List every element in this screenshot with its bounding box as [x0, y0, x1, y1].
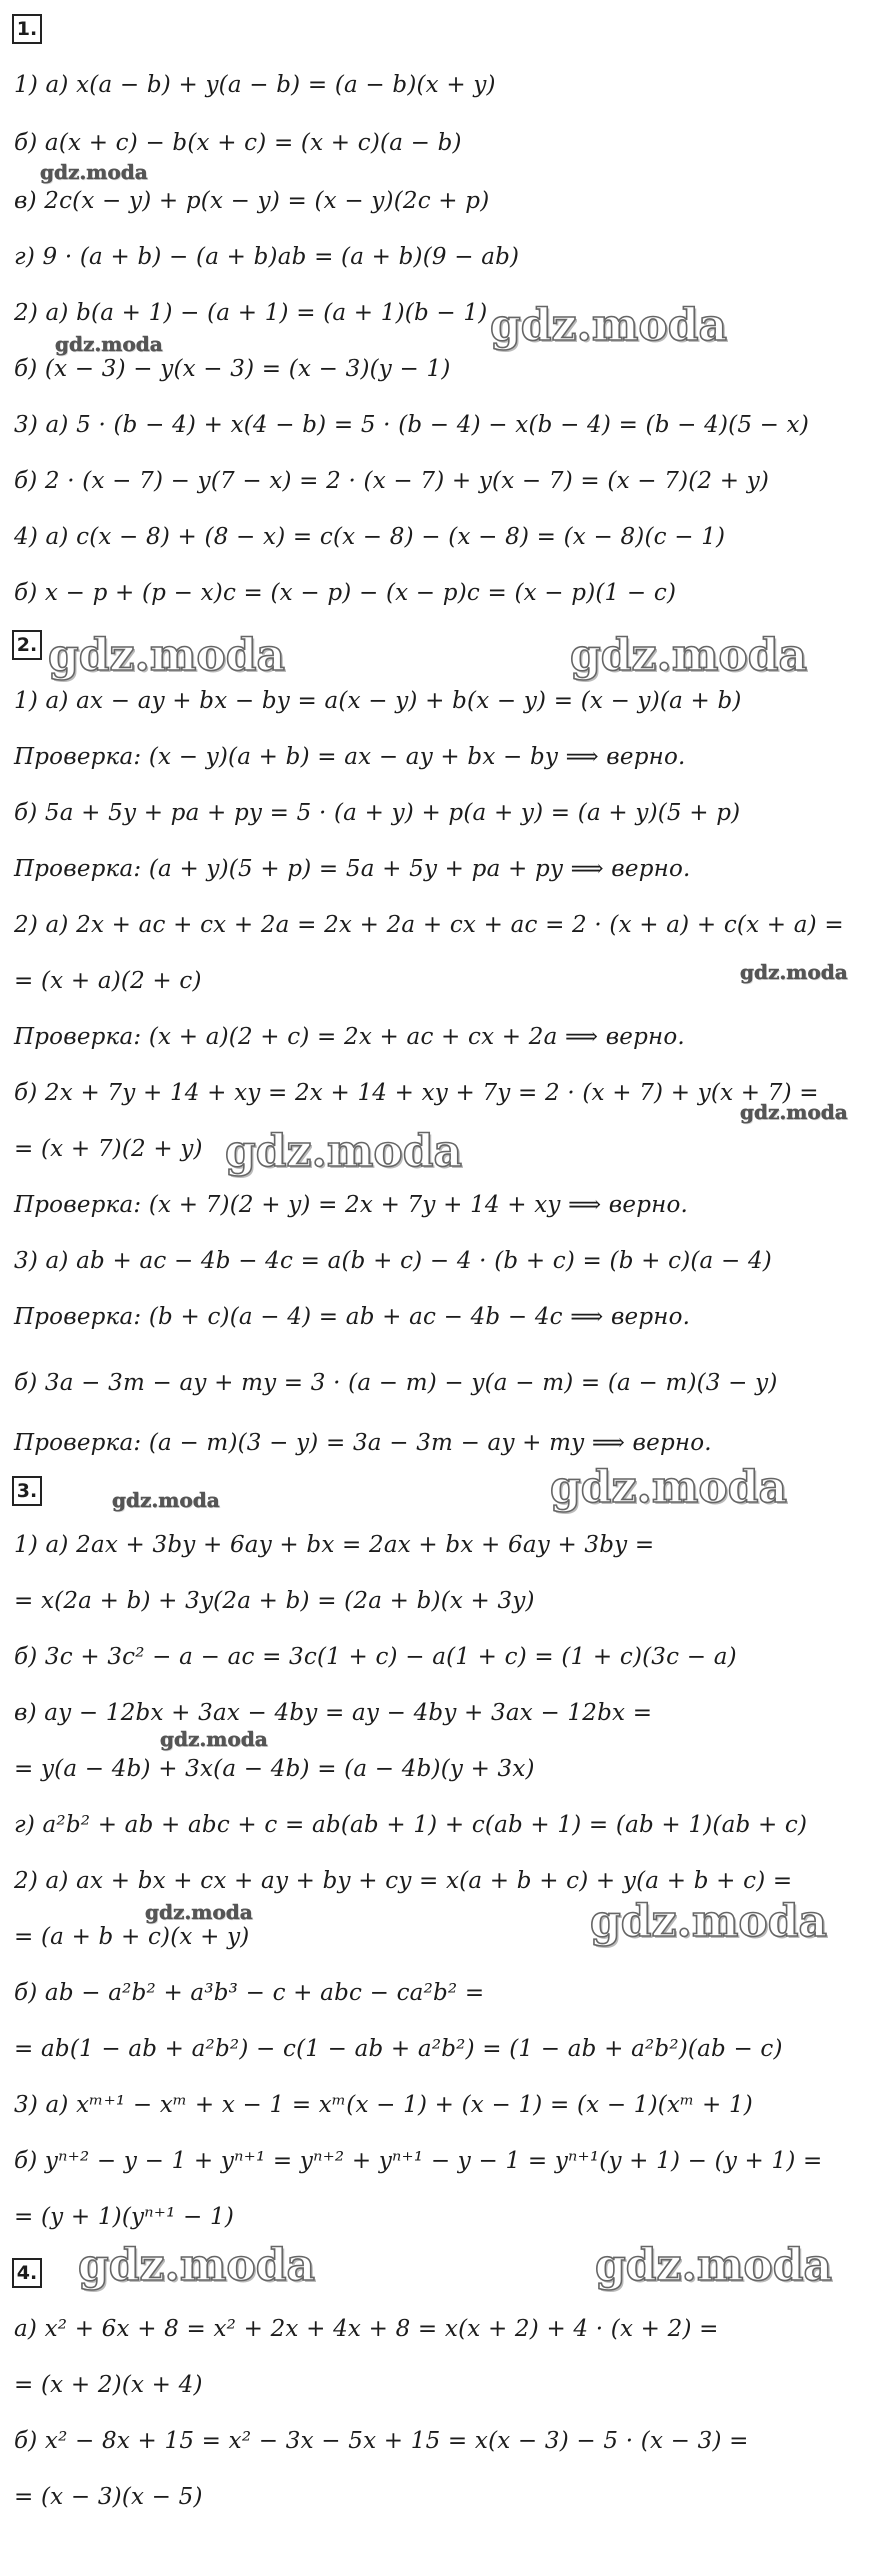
solution-line: б) 2x + 7y + 14 + xy = 2x + 14 + xy + 7y = 2 · (x + 7) + y(x + 7) =: [14, 1080, 819, 1106]
solution-line: = (a + b + c)(x + y): [14, 1924, 250, 1950]
watermark: gdz.moda: [570, 630, 808, 681]
section-number: 4.: [12, 2258, 42, 2288]
solution-line: б) a(x + c) − b(x + c) = (x + c)(a − b): [14, 130, 462, 156]
solution-line: Проверка: (x + 7)(2 + y) = 2x + 7y + 14 + xy ⟹ верно.: [14, 1192, 689, 1218]
solution-line: б) 2 · (x − 7) − y(7 − x) = 2 · (x − 7) + y(x − 7) = (x − 7)(2 + y): [14, 468, 770, 494]
solution-line: = ab(1 − ab + a²b²) − c(1 − ab + a²b²) = (1 − ab + a²b²)(ab − c): [14, 2036, 783, 2062]
solution-line: б) x − p + (p − x)c = (x − p) − (x − p)c = (x − p)(1 − c): [14, 580, 677, 606]
solution-line: б) 3a − 3m − ay + my = 3 · (a − m) − y(a − m) = (a − m)(3 − y): [14, 1370, 778, 1396]
solution-line: г) 9 · (a + b) − (a + b)ab = (a + b)(9 − ab): [14, 244, 520, 270]
solution-line: в) 2c(x − y) + p(x − y) = (x − y)(2c + p): [14, 188, 490, 214]
solution-line: 4) а) c(x − 8) + (8 − x) = c(x − 8) − (x − 8) = (x − 8)(c − 1): [14, 524, 726, 550]
watermark: gdz.moda: [78, 2240, 316, 2291]
solution-line: 2) а) ax + bx + cx + ay + by + cy = x(a + b + c) + y(a + b + c) =: [14, 1868, 793, 1894]
section-number: 2.: [12, 630, 42, 660]
watermark: gdz.moda: [595, 2240, 833, 2291]
watermark: gdz.moda: [160, 1727, 268, 1751]
solution-line: 2) а) b(a + 1) − (a + 1) = (a + 1)(b − 1): [14, 300, 488, 326]
solution-line: г) a²b² + ab + abc + c = ab(ab + 1) + c(ab + 1) = (ab + 1)(ab + c): [14, 1812, 808, 1838]
solution-line: 3) а) 5 · (b − 4) + x(4 − b) = 5 · (b − 4) − x(b − 4) = (b − 4)(5 − x): [14, 412, 809, 438]
solution-line: = (x + 2)(x + 4): [14, 2372, 203, 2398]
solution-line: 3) а) xᵐ⁺¹ − xᵐ + x − 1 = xᵐ(x − 1) + (x − 1) = (x − 1)(xᵐ + 1): [14, 2092, 753, 2118]
solution-line: б) yⁿ⁺² − y − 1 + yⁿ⁺¹ = yⁿ⁺² + yⁿ⁺¹ − y − 1 = yⁿ⁺¹(y + 1) − (y + 1) =: [14, 2148, 823, 2174]
solution-line: 1) а) ax − ay + bx − by = a(x − y) + b(x − y) = (x − y)(a + b): [14, 688, 742, 714]
solution-line: = (x + 7)(2 + y): [14, 1136, 203, 1162]
watermark: gdz.moda: [225, 1126, 463, 1177]
solution-line: 3) а) ab + ac − 4b − 4c = a(b + c) − 4 · (b + c) = (b + c)(a − 4): [14, 1248, 772, 1274]
watermark: gdz.moda: [112, 1488, 220, 1512]
watermark: gdz.moda: [740, 960, 848, 984]
watermark: gdz.moda: [550, 1462, 788, 1513]
solution-line: Проверка: (b + c)(a − 4) = ab + ac − 4b − 4c ⟹ верно.: [14, 1304, 691, 1330]
solution-line: б) (x − 3) − y(x − 3) = (x − 3)(y − 1): [14, 356, 451, 382]
solution-line: = (y + 1)(yⁿ⁺¹ − 1): [14, 2204, 234, 2230]
solution-line: б) 5a + 5y + pa + py = 5 · (a + y) + p(a + y) = (a + y)(5 + p): [14, 800, 741, 826]
watermark: gdz.moda: [490, 300, 728, 351]
solution-line: 1) а) x(a − b) + y(a − b) = (a − b)(x + y): [14, 72, 496, 98]
watermark: gdz.moda: [55, 332, 163, 356]
solution-line: Проверка: (a + y)(5 + p) = 5a + 5y + pa + py ⟹ верно.: [14, 856, 691, 882]
solution-line: 1) а) 2ax + 3by + 6ay + bx = 2ax + bx + 6ay + 3by =: [14, 1532, 655, 1558]
solution-line: б) x² − 8x + 15 = x² − 3x − 5x + 15 = x(x − 3) − 5 · (x − 3) =: [14, 2428, 749, 2454]
solution-line: в) ay − 12bx + 3ax − 4by = ay − 4by + 3ax − 12bx =: [14, 1700, 653, 1726]
solution-line: = x(2a + b) + 3y(2a + b) = (2a + b)(x + 3y): [14, 1588, 535, 1614]
watermark: gdz.moda: [48, 630, 286, 681]
solution-line: Проверка: (x + a)(2 + c) = 2x + ac + cx + 2a ⟹ верно.: [14, 1024, 685, 1050]
section-number: 3.: [12, 1476, 42, 1506]
solution-line: = (x − 3)(x − 5): [14, 2484, 203, 2510]
solution-line: Проверка: (x − y)(a + b) = ax − ay + bx − by ⟹ верно.: [14, 744, 686, 770]
section-number: 1.: [12, 14, 42, 44]
solution-line: а) x² + 6x + 8 = x² + 2x + 4x + 8 = x(x + 2) + 4 · (x + 2) =: [14, 2316, 719, 2342]
watermark: gdz.moda: [590, 1896, 828, 1947]
solution-line: = y(a − 4b) + 3x(a − 4b) = (a − 4b)(y + 3x): [14, 1756, 535, 1782]
solution-line: 2) а) 2x + ac + cx + 2a = 2x + 2a + cx + ac = 2 · (x + a) + c(x + a) =: [14, 912, 844, 938]
watermark: gdz.moda: [740, 1100, 848, 1124]
watermark: gdz.moda: [40, 160, 148, 184]
watermark: gdz.moda: [145, 1900, 253, 1924]
solution-line: = (x + a)(2 + c): [14, 968, 202, 994]
solution-line: б) 3c + 3c² − a − ac = 3c(1 + c) − a(1 + c) = (1 + c)(3c − a): [14, 1644, 737, 1670]
solution-line: б) ab − a²b² + a³b³ − c + abc − ca²b² =: [14, 1980, 485, 2006]
solution-line: Проверка: (a − m)(3 − y) = 3a − 3m − ay + my ⟹ верно.: [14, 1430, 712, 1456]
